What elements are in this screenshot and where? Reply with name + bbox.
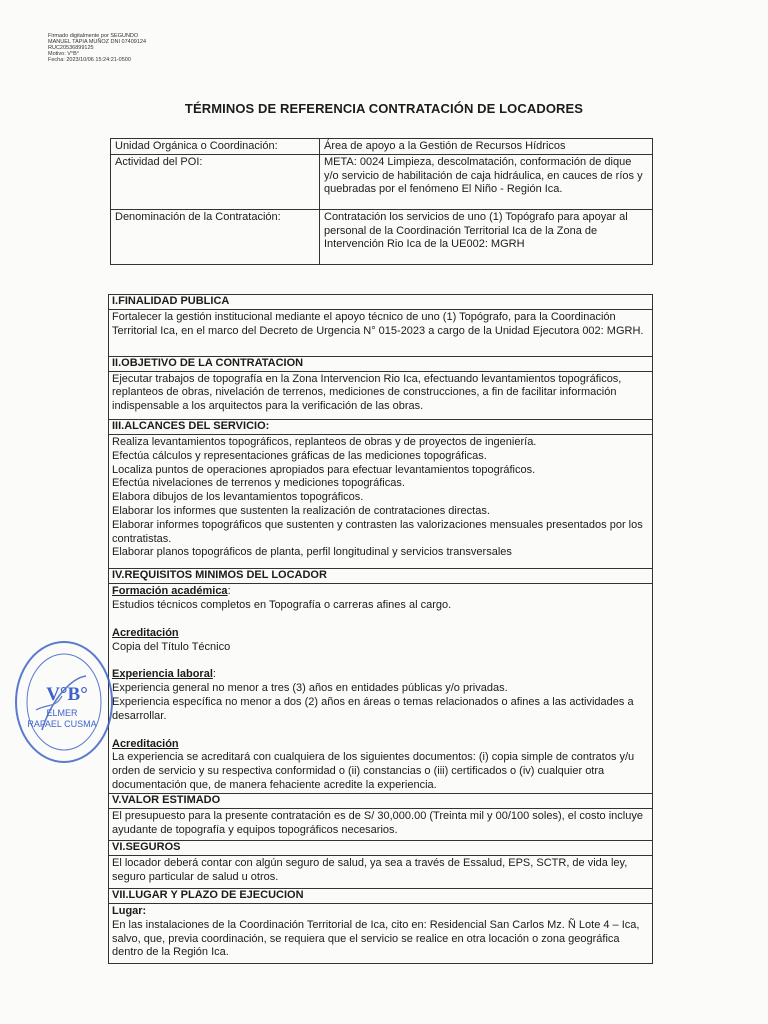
list-item: Elaborar los informes que sustenten la realización de contrataciones directas. (112, 504, 490, 517)
section-text: Fortalecer la gestión institucional mediante el apoyo técnico de uno (1) Topógrafo, para la Coordinación Territorial Ica, en el marco del Decreto de Urgencia N° 015-2023 a cargo de la Unidad Ejecutora 002: MGRH. (112, 311, 644, 337)
section-body-finalidad (109, 310, 652, 357)
info-key: Unidad Orgánica o Coordinación: (111, 139, 320, 155)
subheading-acreditacion: Acreditación (112, 626, 179, 639)
section-text: El presupuesto para la presente contratación es de S/ 30,000.00 (Treinta mil y 00/100 soles), el costo incluye ayudante de topografía y equipos topográficos necesarios. (112, 809, 643, 836)
section-body-requisitos (109, 584, 652, 794)
list-item: Efectúa cálculos y representaciones gráficas de las mediciones topográficas. (112, 449, 487, 462)
subheading-colon: : (212, 668, 216, 681)
section-text: Estudios técnicos completos en Topografía o carreras afines al cargo. (112, 598, 452, 611)
table-row (111, 139, 653, 155)
signature-line: Fecha: 2023/10/06 15:24:21-0500 (48, 57, 131, 63)
signature-line: Motivo: V°B° (48, 51, 79, 57)
section-heading-lugar: VII.LUGAR Y PLAZO DE EJECUCION (109, 889, 652, 904)
list-item: Realiza levantamientos topográficos, replanteos de obras y de proyectos de ingeniería. (112, 435, 537, 448)
seal-name-line2: RAFAEL CUSMA (27, 719, 97, 729)
info-key: Actividad del POI: (111, 155, 320, 210)
section-body-lugar (109, 904, 652, 963)
section-text: Ejecutar trabajos de topografía en la Zona Intervencion Rio Ica, efectuando levantamientos topográficos, replanteos de obras, nivelación de terrenos, mediciones de construcciones, a fin de facilitar información indispensable a los arquitectos para la verificación de las obras. (112, 372, 622, 413)
subheading-formacion: Formación académica (112, 585, 228, 598)
section-heading-objetivo: II.OBJETIVO DE LA CONTRATACION (109, 357, 652, 372)
list-item: Experiencia general no menor a tres (3) años en entidades públicas y/o privadas. (112, 682, 508, 695)
list-item: Localiza puntos de operaciones apropiados para efectuar levantamientos topográficos. (112, 463, 536, 476)
section-text: La experiencia se acreditará con cualquiera de los siguientes documentos: (i) copia simple de contratos y/u orden de servicio y su respectiva conformidad o (ii) constancias o (iii) certificados o (iv) cualquier otra documentación que, de manera fehaciente acredite la experiencia. (112, 751, 635, 791)
section-body-seguros (109, 856, 652, 889)
vobo-seal (12, 638, 116, 766)
list-item: Efectúa nivelaciones de terrenos y mediciones topográficas. (112, 477, 405, 490)
subheading-experiencia: Experiencia laboral (112, 668, 213, 681)
info-value: Contratación los servicios de uno (1) Topógrafo para apoyar al personal de la Coordinación Territorial Ica de la Zona de Intervención Rio Ica de la UE002: MGRH (320, 210, 653, 265)
terms-sections (108, 294, 653, 964)
list-item: Elaborar planos topográficos de planta, perfil longitudinal y servicios transversales (112, 546, 512, 559)
table-row (111, 210, 653, 265)
section-body-valor (109, 809, 652, 842)
list-item: Elaborar informes topográficos que sustenten y contrasten las valorizaciones mensuales presentados por los contratistas. (112, 518, 643, 545)
list-item: Elabora dibujos de los levantamientos topográficos. (112, 491, 364, 504)
section-heading-valor: V.VALOR ESTIMADO (109, 794, 652, 809)
contract-info-table (110, 138, 653, 265)
info-key: Denominación de la Contratación: (111, 210, 320, 265)
section-body-alcances (109, 435, 652, 569)
section-body-objetivo (109, 372, 652, 420)
table-row (111, 155, 653, 210)
signature-line: MANUEL TAPIA MUÑOZ DNI 07409124 (48, 39, 147, 45)
signature-line: Firmado digitalmente por SEGUNDO (48, 33, 139, 39)
digital-signature-stamp (48, 33, 146, 63)
subheading-lugar: Lugar: (112, 904, 147, 917)
signature-line: RUC20536899125 (48, 45, 94, 51)
subheading-acreditacion: Acreditación (112, 737, 179, 750)
seal-name-line1: ELMER (46, 708, 78, 718)
list-item: Experiencia específica no menor a dos (2) años en áreas o temas relacionados o afines a las actividades a desarrollar. (112, 695, 634, 722)
seal-center-text: V°B° (46, 684, 88, 705)
section-text: En las instalaciones de la Coordinación Territorial de Ica, cito en: Residencial San Carlos Mz. Ñ Lote 4 – Ica, salvo, que, previa coordinación, se requiera que el servicio se realice en otra locación o zona geográfica dentro de la Región Ica. (112, 918, 640, 959)
section-heading-requisitos: IV.REQUISITOS MINIMOS DEL LOCADOR (109, 569, 652, 584)
info-value: META: 0024 Limpieza, descolmatación, conformación de dique y/o servicio de habilitación de caja hidráulica, en cauces de ríos y quebradas por el fenómeno El Niño - Región Ica. (320, 155, 653, 210)
section-heading-seguros: VI.SEGUROS (109, 841, 652, 856)
info-value: Área de apoyo a la Gestión de Recursos Hídricos (320, 139, 653, 155)
subheading-colon: : (227, 585, 231, 598)
section-text: El locador deberá contar con algún seguro de salud, ya sea a través de Essalud, EPS, SCTR, de vida ley, seguro particular de salud u otros. (112, 857, 628, 884)
document-title: TÉRMINOS DE REFERENCIA CONTRATACIÓN DE LOCADORES (184, 101, 584, 116)
section-heading-alcances: III.ALCANCES DEL SERVICIO: (109, 420, 652, 435)
section-heading-finalidad: I.FINALIDAD PUBLICA (109, 295, 652, 310)
section-text: Copia del Título Técnico (112, 640, 231, 653)
